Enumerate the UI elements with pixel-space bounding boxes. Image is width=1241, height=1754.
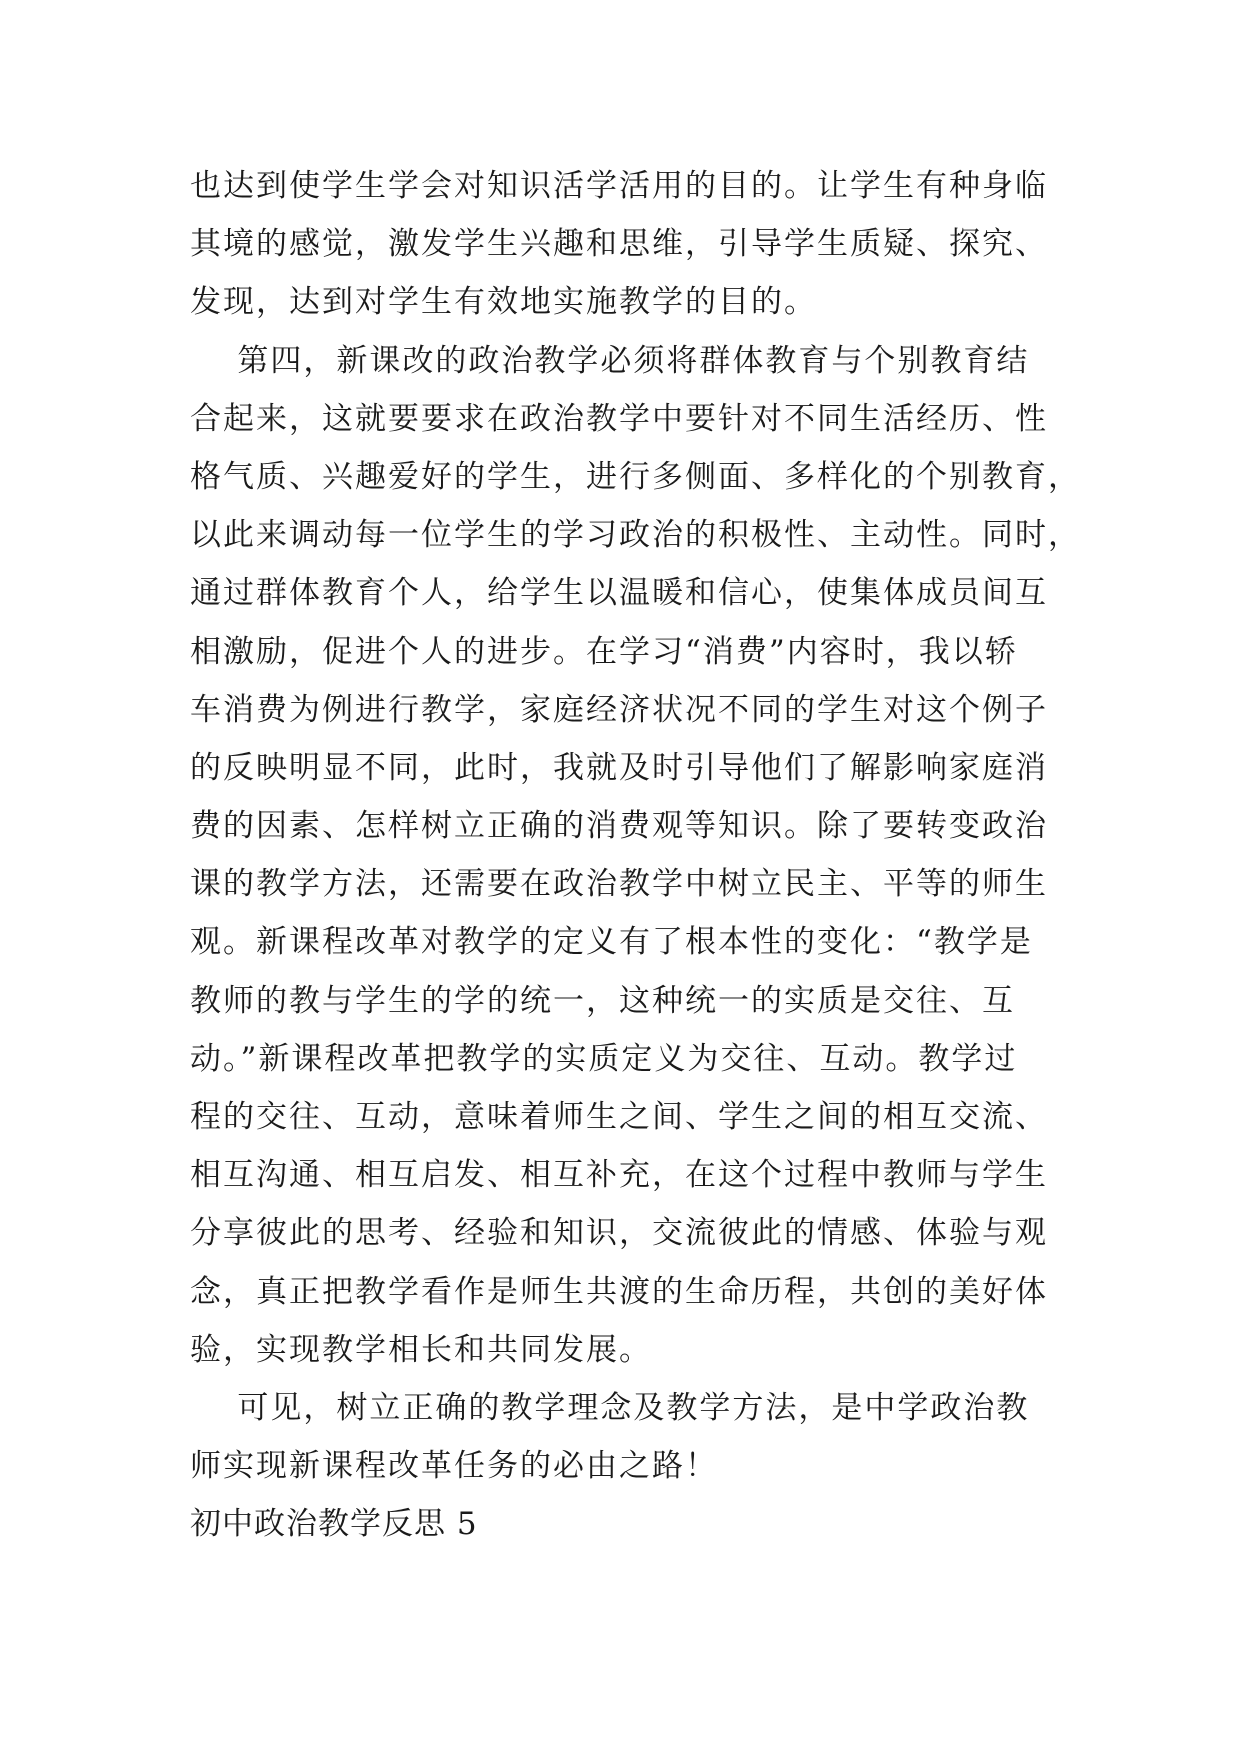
text-line: 其境的感觉，激发学生兴趣和思维，引导学生质疑、探究、 [190,226,1048,263]
text-line: 观。新课程改革对教学的定义有了根本性的变化：“教学是 [190,924,1033,961]
body-text [190,157,1081,1554]
text-line: 车消费为例进行教学，家庭经济状况不同的学生对这个例子 [190,691,1048,728]
text-line: 念，真正把教学看作是师生共渡的生命历程，共创的美好体 [190,1273,1048,1310]
text-line: 通过群体教育个人，给学生以温暖和信心，使集体成员间互 [190,575,1048,612]
text-line: 验，实现教学相长和共同发展。 [190,1331,652,1368]
section-heading: 初中政治教学反思 5 [190,1506,478,1543]
text-line: 相激励，促进个人的进步。在学习“消费”内容时，我以轿 [190,633,1018,670]
text-line: 的反映明显不同，此时，我就及时引导他们了解影响家庭消 [190,749,1048,786]
text-line: 相互沟通、相互启发、相互补充，在这个过程中教师与学生 [190,1157,1048,1194]
text-line: 费的因素、怎样树立正确的消费观等知识。除了要转变政治 [190,808,1048,845]
text-line: 以此来调动每一位学生的学习政治的积极性、主动性。同时， [190,517,1081,554]
text-line: 教师的教与学生的学的统一，这种统一的实质是交往、互 [190,982,1015,1019]
text-line: 分享彼此的思考、经验和知识，交流彼此的情感、体验与观 [190,1215,1048,1252]
text-line: 可见，树立正确的教学理念及教学方法，是中学政治教 [190,1389,1030,1426]
text-line: 课的教学方法，还需要在政治教学中树立民主、平等的师生 [190,866,1048,903]
text-line: 程的交往、互动，意味着师生之间、学生之间的相互交流、 [190,1099,1048,1135]
text-line: 格气质、兴趣爱好的学生，进行多侧面、多样化的个别教育， [190,458,1081,495]
text-line: 发现，达到对学生有效地实施教学的目的。 [190,284,817,321]
text-line: 动。”新课程改革把教学的实质定义为交往、互动。教学过 [190,1040,1018,1077]
text-line: 合起来，这就要要求在政治教学中要针对不同生活经历、性 [190,400,1048,437]
text-line: 师实现新课程改革任务的必由之路！ [190,1448,718,1485]
text-line: 第四，新课改的政治教学必须将群体教育与个别教育结 [190,342,1030,379]
text-line: 也达到使学生学会对知识活学活用的目的。让学生有种身临 [190,168,1048,204]
